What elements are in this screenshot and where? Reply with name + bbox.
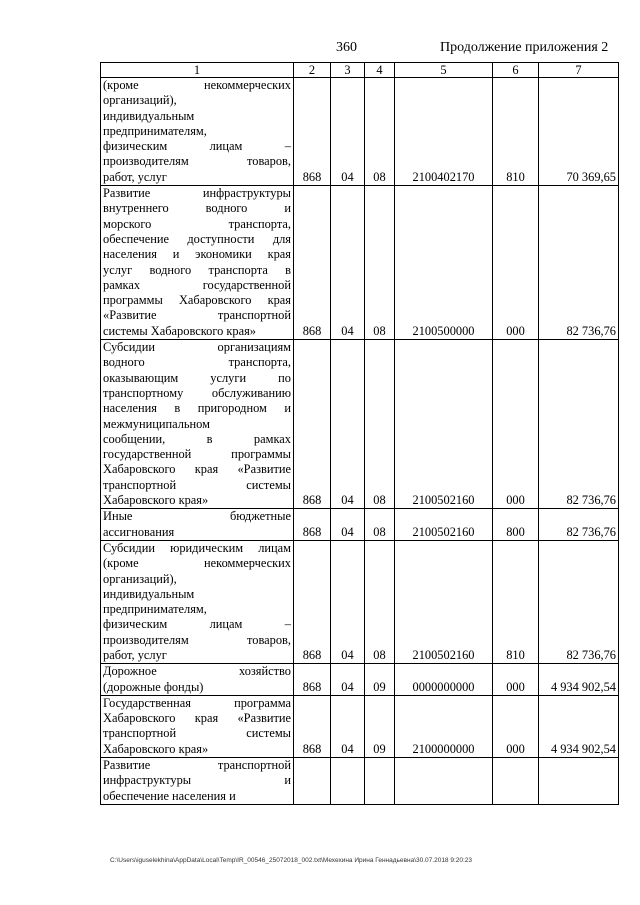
table-row [101,509,619,541]
row-name-line: рамках государственной [103,277,291,292]
row-name-line: Иные бюджетные [103,509,291,524]
column-header-3: 3 [331,63,365,78]
table-row [101,78,619,186]
admin-code-cell: 868 [294,695,331,757]
row-name-line: физическим лицам – [103,617,291,632]
row-name-line: Субсидии организациям [103,340,291,355]
row-name-line: производителям товаров, [103,154,291,169]
admin-code-cell: 868 [294,540,331,663]
amount-cell [539,758,619,805]
row-name-line: услуг водного транспорта в [103,262,291,277]
row-name-line: Развитие транспортной [103,758,291,773]
row-name-line: работ, услуг [103,647,167,662]
budget-table [100,62,619,805]
row-name-line: (дорожные фонды) [103,679,204,694]
expense-type-cell [493,758,539,805]
row-name-line: населения в пригородном и [103,401,291,416]
row-name-cell [101,509,294,541]
expense-type-cell: 810 [493,540,539,663]
row-name-line: системы Хабаровского края» [103,323,256,338]
row-name-line: Дорожное хозяйство [103,664,291,679]
subsection-code-cell: 08 [365,78,395,186]
admin-code-cell: 868 [294,78,331,186]
target-article-cell: 0000000000 [395,664,493,696]
subsection-code-cell: 08 [365,509,395,541]
row-name-line: населения и экономики края [103,247,291,262]
row-name-line: внутреннего водного и [103,201,291,216]
row-name-line: Хабаровского края «Развитие [103,711,291,726]
row-name-cell [101,78,294,186]
section-code-cell: 04 [331,78,365,186]
row-name-line: физическим лицам – [103,139,291,154]
admin-code-cell [294,758,331,805]
subsection-code-cell: 09 [365,664,395,696]
target-article-cell: 2100402170 [395,78,493,186]
row-name-line: обеспечение доступности для [103,231,291,246]
section-code-cell: 04 [331,186,365,340]
table-row [101,540,619,663]
row-name-line: морского транспорта, [103,216,291,231]
amount-cell: 70 369,65 [539,78,619,186]
row-name-cell [101,540,294,663]
row-name-line: работ, услуг [103,169,167,184]
section-code-cell: 04 [331,509,365,541]
table-row [101,186,619,340]
row-name-cell [101,186,294,340]
appendix-continuation-label: Продолжение приложения 2 [440,40,609,55]
table-row [101,340,619,509]
expense-type-cell: 000 [493,664,539,696]
table-row [101,664,619,696]
expense-type-cell: 000 [493,340,539,509]
row-name-line: Развитие инфраструктуры [103,186,291,201]
row-name-line: ассигнования [103,524,175,539]
column-header-4: 4 [365,63,395,78]
table-body [101,78,619,805]
row-name-cell [101,664,294,696]
amount-cell: 82 736,76 [539,340,619,509]
amount-cell: 82 736,76 [539,540,619,663]
row-name-cell [101,695,294,757]
row-name-line: Хабаровского края «Развитие [103,462,291,477]
row-name-line: (кроме некоммерческих [103,78,291,92]
admin-code-cell: 868 [294,340,331,509]
row-name-line: Хабаровского края» [103,493,209,508]
expense-type-cell: 800 [493,509,539,541]
target-article-cell: 2100502160 [395,340,493,509]
row-name-line: межмуниципальном [103,416,210,431]
section-code-cell [331,758,365,805]
target-article-cell: 2100500000 [395,186,493,340]
row-name-cell [101,758,294,805]
row-name-line: государственной программы [103,447,291,462]
page-number: 360 [336,40,357,55]
row-name-line: Государственная программа [103,695,291,710]
section-code-cell: 04 [331,664,365,696]
table-row [101,758,619,805]
column-header-1: 1 [101,63,294,78]
column-header-6: 6 [493,63,539,78]
row-name-line: водного транспорта, [103,355,291,370]
amount-cell: 82 736,76 [539,509,619,541]
row-name-line: Хабаровского края» [103,741,209,756]
expense-type-cell: 000 [493,186,539,340]
subsection-code-cell: 08 [365,540,395,663]
row-name-line: предпринимателям, [103,123,207,138]
amount-cell: 4 934 902,54 [539,664,619,696]
row-name-line: обеспечение населения и [103,788,236,803]
table-row [101,695,619,757]
row-name-line: транспортной системы [103,477,291,492]
subsection-code-cell [365,758,395,805]
row-name-line: предпринимателям, [103,602,207,617]
target-article-cell: 2100502160 [395,540,493,663]
admin-code-cell: 868 [294,664,331,696]
section-code-cell: 04 [331,540,365,663]
column-header-5: 5 [395,63,493,78]
row-name-line: оказывающим услуги по [103,370,291,385]
row-name-line: организаций), [103,571,177,586]
section-code-cell: 04 [331,340,365,509]
table-header [101,63,619,78]
subsection-code-cell: 08 [365,186,395,340]
target-article-cell: 2100000000 [395,695,493,757]
row-name-line: индивидуальным [103,108,195,123]
amount-cell: 4 934 902,54 [539,695,619,757]
expense-type-cell: 000 [493,695,539,757]
row-name-line: сообщении, в рамках [103,431,291,446]
amount-cell: 82 736,76 [539,186,619,340]
row-name-line: «Развитие транспортной [103,308,291,323]
header-row [101,63,619,78]
target-article-cell [395,758,493,805]
row-name-cell [101,340,294,509]
row-name-line: индивидуальным [103,586,195,601]
row-name-line: программы Хабаровского края [103,293,291,308]
admin-code-cell: 868 [294,186,331,340]
subsection-code-cell: 09 [365,695,395,757]
expense-type-cell: 810 [493,78,539,186]
column-header-2: 2 [294,63,331,78]
subsection-code-cell: 08 [365,340,395,509]
target-article-cell: 2100502160 [395,509,493,541]
column-header-7: 7 [539,63,619,78]
row-name-line: транспортному обслуживанию [103,385,291,400]
row-name-line: Субсидии юридическим лицам [103,540,291,555]
file-path-footer: C:\Users\iguselekhina\AppData\Local\Temp\IR_00546_25072018_002.txt\Мехехина Ирина Геннадьевна\30.07.2018 9:20:23 [110,857,473,864]
row-name-line: инфраструктуры и [103,773,291,788]
row-name-line: транспортной системы [103,726,291,741]
section-code-cell: 04 [331,695,365,757]
row-name-line: производителям товаров, [103,632,291,647]
admin-code-cell: 868 [294,509,331,541]
row-name-line: (кроме некоммерческих [103,556,291,571]
row-name-line: организаций), [103,93,177,108]
